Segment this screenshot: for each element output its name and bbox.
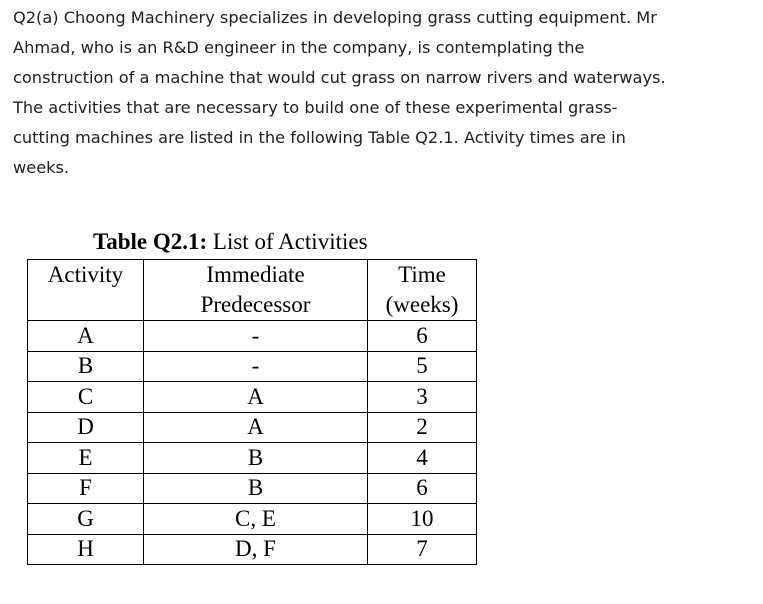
table-row [28, 412, 477, 443]
header-predecessor [144, 260, 368, 321]
question-line: Ahmad, who is an R&D engineer in the company, is contemplating the [13, 38, 585, 57]
table-caption [93, 229, 368, 255]
question-line: weeks. [13, 158, 70, 177]
header-predecessor-line1: Immediate [206, 262, 305, 287]
cell-activity: F [28, 473, 144, 504]
cell-time: 6 [368, 473, 477, 504]
cell-activity: G [28, 504, 144, 535]
cell-predecessor: - [144, 351, 368, 382]
header-time-line2: (weeks) [385, 292, 459, 317]
table-row [28, 351, 477, 382]
cell-predecessor: C, E [144, 504, 368, 535]
cell-activity: B [28, 351, 144, 382]
table-caption-label: Table Q2.1: [93, 229, 208, 254]
cell-predecessor: A [144, 382, 368, 413]
activities-table [27, 259, 477, 565]
cell-activity: H [28, 534, 144, 565]
cell-time: 5 [368, 351, 477, 382]
cell-time: 2 [368, 412, 477, 443]
header-activity [28, 260, 144, 321]
header-predecessor-line2: Predecessor [200, 292, 311, 317]
table-row [28, 443, 477, 474]
cell-predecessor: B [144, 473, 368, 504]
cell-predecessor: - [144, 321, 368, 352]
cell-activity: C [28, 382, 144, 413]
cell-predecessor: B [144, 443, 368, 474]
header-activity-label: Activity [47, 262, 124, 287]
table-row [28, 473, 477, 504]
table-header-row [28, 260, 477, 321]
cell-time: 7 [368, 534, 477, 565]
table-row [28, 321, 477, 352]
table-row [28, 382, 477, 413]
question-line: Q2(a) Choong Machinery specializes in developing grass cutting equipment. Mr [13, 8, 657, 27]
cell-time: 10 [368, 504, 477, 535]
cell-activity: A [28, 321, 144, 352]
table-caption-title: List of Activities [207, 229, 368, 254]
header-time [368, 260, 477, 321]
question-line: The activities that are necessary to build one of these experimental grass- [13, 98, 618, 117]
cell-time: 4 [368, 443, 477, 474]
cell-time: 3 [368, 382, 477, 413]
cell-activity: E [28, 443, 144, 474]
question-text [13, 3, 753, 183]
cell-activity: D [28, 412, 144, 443]
table-row [28, 534, 477, 565]
question-line: cutting machines are listed in the following Table Q2.1. Activity times are in [13, 128, 626, 147]
cell-predecessor: D, F [144, 534, 368, 565]
header-time-line1: Time [398, 262, 446, 287]
question-line: construction of a machine that would cut grass on narrow rivers and waterways. [13, 68, 666, 87]
cell-predecessor: A [144, 412, 368, 443]
cell-time: 6 [368, 321, 477, 352]
table-row [28, 504, 477, 535]
